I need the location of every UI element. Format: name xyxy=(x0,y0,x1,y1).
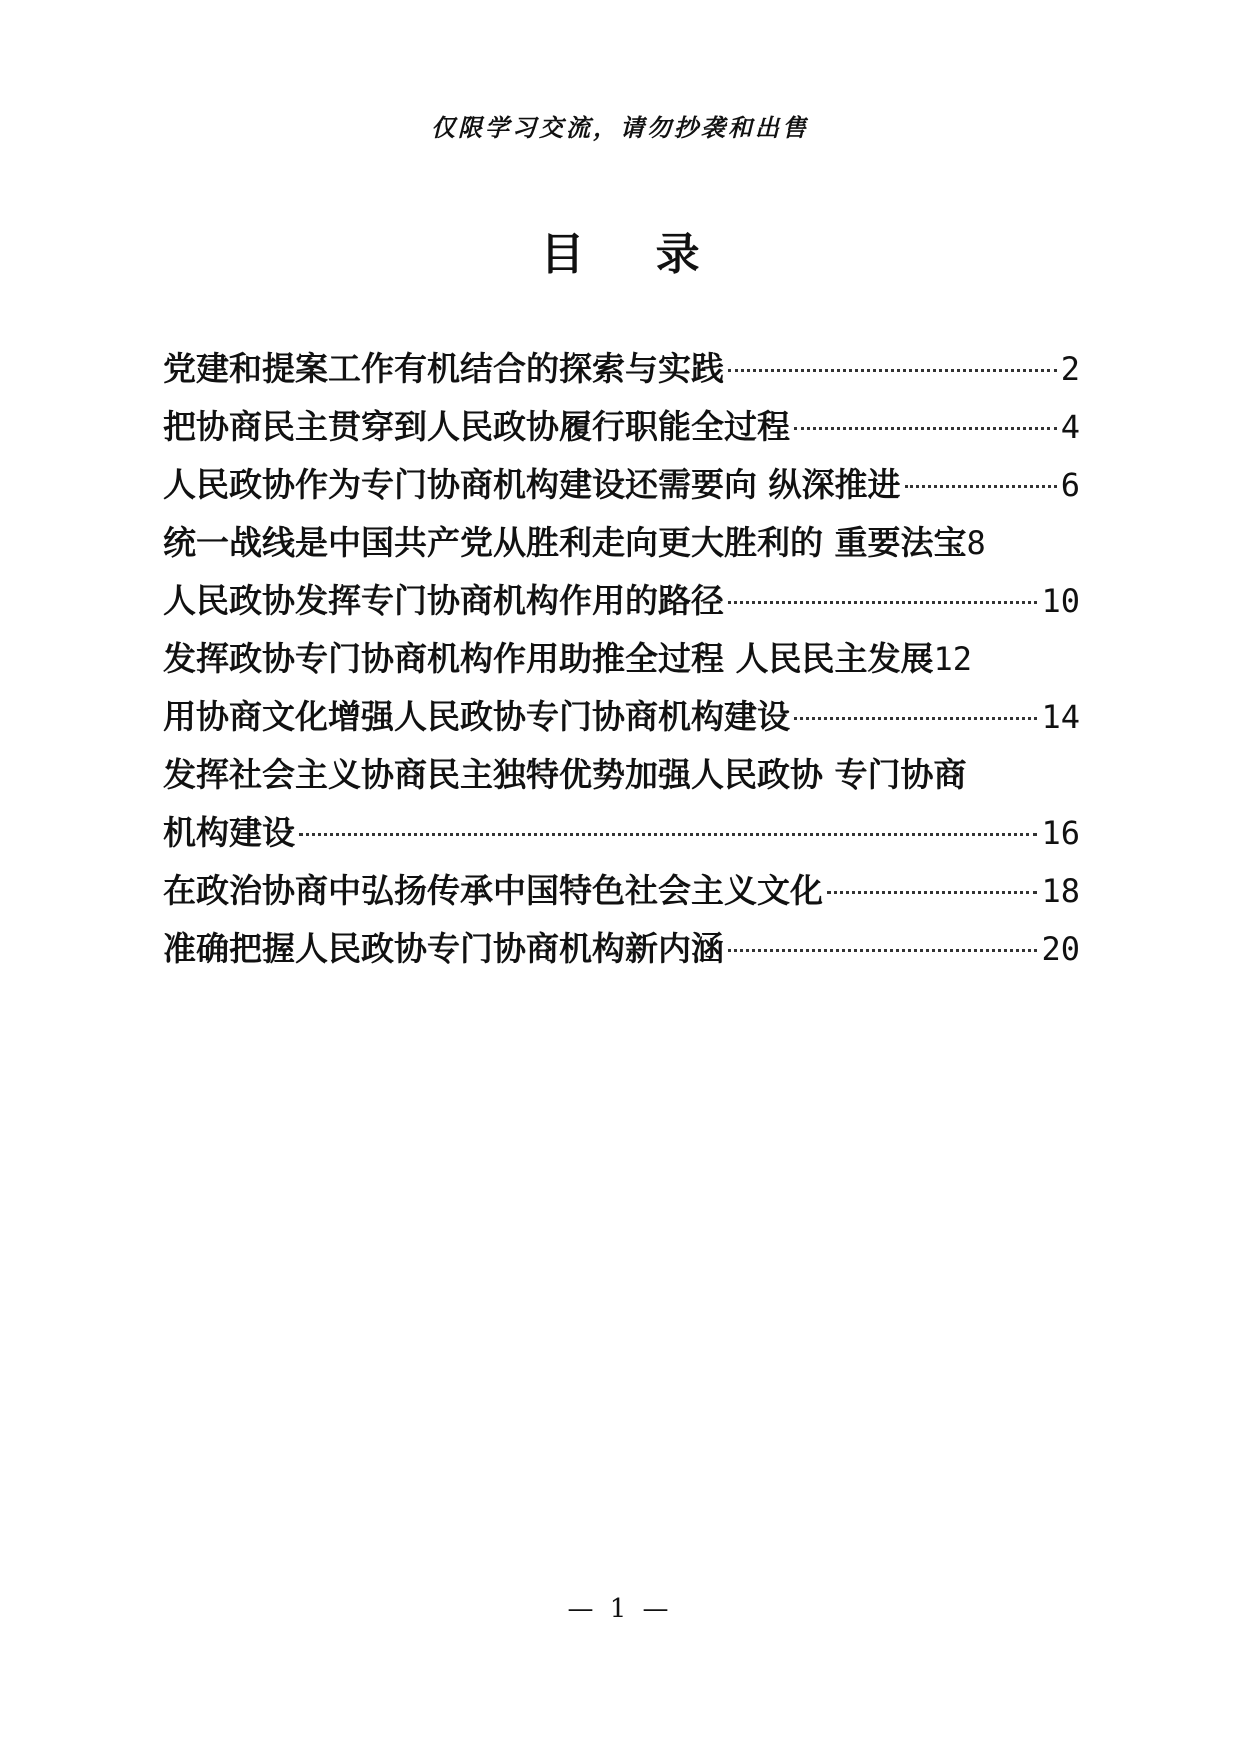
toc-entry[interactable] xyxy=(163,688,1080,746)
dot-leader xyxy=(794,427,1057,430)
toc-entry-continuation[interactable] xyxy=(163,804,1080,862)
toc-entry-title-continuation: 机构建设 xyxy=(163,813,295,852)
dot-leader xyxy=(728,601,1037,604)
page-number-footer: — 1 — xyxy=(567,1594,673,1624)
toc-entry-page: 18 xyxy=(1041,872,1080,910)
toc-entry[interactable] xyxy=(163,746,1080,804)
toc-entry[interactable] xyxy=(163,456,1080,514)
toc-entry[interactable] xyxy=(163,572,1080,630)
dot-leader xyxy=(728,949,1037,952)
toc-entry[interactable] xyxy=(163,514,1080,572)
toc-entry-page: 6 xyxy=(1060,466,1080,504)
toc-entry-title: 用协商文化增强人民政协专门协商机构建设 xyxy=(163,697,790,736)
toc-entry-title: 在政治协商中弘扬传承中国特色社会主义文化 xyxy=(163,871,823,910)
toc-entry-page: 16 xyxy=(1041,814,1080,852)
toc-entry-title: 发挥社会主义协商民主独特优势加强人民政协 专门协商 xyxy=(163,755,967,794)
toc-entry-title: 党建和提案工作有机结合的探索与实践 xyxy=(163,349,724,388)
toc-entry-title: 统一战线是中国共产党从胜利走向更大胜利的 重要法宝 xyxy=(163,523,967,562)
toc-entry[interactable] xyxy=(163,398,1080,456)
toc-entry-page: 12 xyxy=(933,640,973,678)
toc-entry[interactable] xyxy=(163,630,1080,688)
toc-entry-title: 人民政协作为专门协商机构建设还需要向 纵深推进 xyxy=(163,465,901,504)
toc-entry[interactable] xyxy=(163,920,1080,978)
toc-entry-page: 10 xyxy=(1041,582,1080,620)
toc-entry[interactable] xyxy=(163,340,1080,398)
dot-leader xyxy=(794,717,1037,720)
toc-entry-page: 14 xyxy=(1041,698,1080,736)
toc-entry-title: 人民政协发挥专门协商机构作用的路径 xyxy=(163,581,724,620)
toc-entry-page: 8 xyxy=(966,524,986,562)
toc-entry-title: 发挥政协专门协商机构作用助推全过程 人民民主发展 xyxy=(163,639,934,678)
toc-entry-page: 2 xyxy=(1060,350,1080,388)
dot-leader xyxy=(905,485,1057,488)
dot-leader xyxy=(299,833,1037,836)
table-of-contents xyxy=(163,340,1080,978)
header-note: 仅限学习交流，请勿抄袭和出售 xyxy=(431,113,809,142)
toc-entry-page: 4 xyxy=(1060,408,1080,446)
toc-title: 目 录 xyxy=(540,229,728,280)
dot-leader xyxy=(728,369,1057,372)
dot-leader xyxy=(827,891,1037,894)
toc-entry-page: 20 xyxy=(1041,930,1080,968)
toc-entry[interactable] xyxy=(163,862,1080,920)
toc-entry-title: 把协商民主贯穿到人民政协履行职能全过程 xyxy=(163,407,790,446)
toc-entry-title: 准确把握人民政协专门协商机构新内涵 xyxy=(163,929,724,968)
